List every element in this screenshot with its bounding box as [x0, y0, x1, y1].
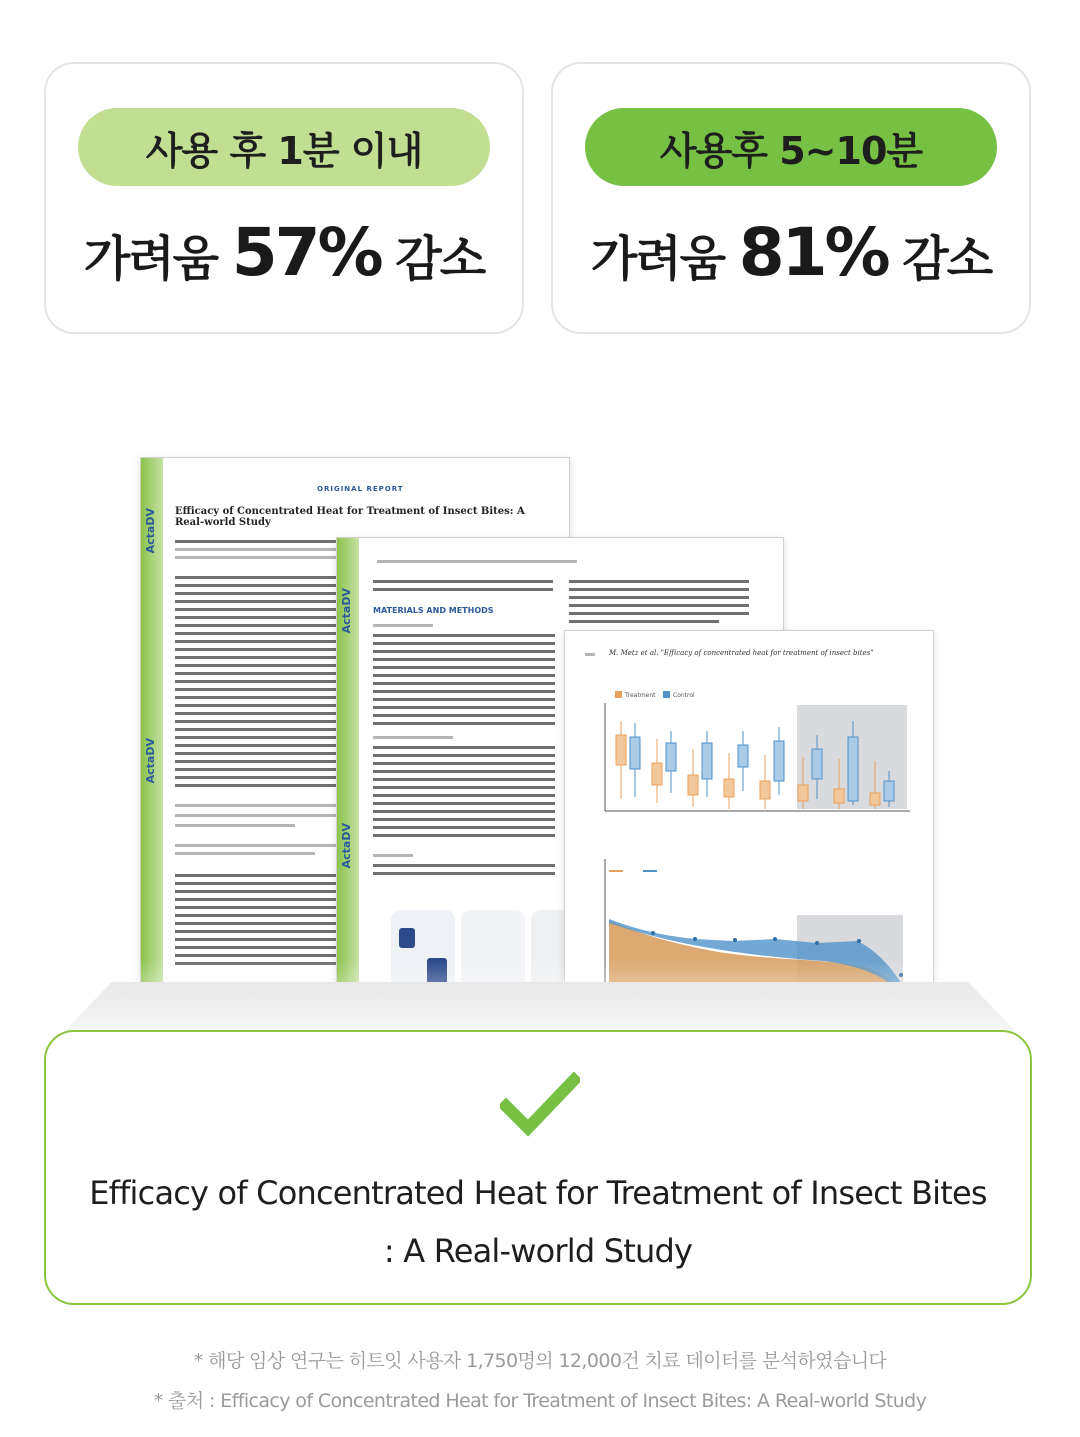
stat-prefix: 가려움	[83, 231, 217, 287]
journal-logo: ActaDV	[340, 823, 353, 869]
check-icon	[500, 1072, 580, 1138]
report-label: ORIGINAL REPORT	[317, 485, 404, 493]
journal-logo: ActaDV	[340, 588, 353, 634]
stat-value: 81%	[738, 214, 888, 291]
stat-suffix: 감소	[395, 231, 485, 287]
paper-title: Efficacy of Concentrated Heat for Treatment of Insect Bites: A Real-world Study	[175, 506, 525, 528]
legend-control-label: Control	[673, 692, 695, 699]
paper-illustration	[60, 440, 1020, 1040]
stat-prefix: 가려움	[590, 231, 724, 287]
study-title	[46, 1164, 1030, 1280]
journal-spine	[141, 458, 163, 1036]
figure-header: M. Metz et al. "Efficacy of concentrated heat for treatment of insect bites"	[609, 649, 874, 657]
study-reference-box	[44, 1030, 1032, 1305]
footnote-source: * 출처 : Efficacy of Concentrated Heat for Treatment of Insect Bites: A Real-world Study	[153, 1390, 927, 1412]
stat-card-5-10min	[551, 62, 1031, 334]
time-label-pill: 사용 후 1분 이내	[78, 108, 490, 186]
stat-value: 57%	[231, 214, 381, 291]
study-title-line-2: : A Real-world Study	[383, 1232, 693, 1270]
time-label-pill: 사용후 5~10분	[585, 108, 997, 186]
footnote-data-note: * 해당 임상 연구는 히트잇 사용자 1,750명의 12,000건 치료 데이터를 분석하였습니다	[193, 1350, 887, 1372]
stat-suffix: 감소	[902, 231, 992, 287]
section-heading: MATERIALS AND METHODS	[373, 606, 494, 615]
journal-logo: ActaDV	[144, 738, 157, 784]
illustration-base-shadow	[64, 982, 1016, 1032]
legend-treatment-label: Treatment	[625, 692, 656, 699]
stat-card-1min	[44, 62, 524, 334]
itch-reduction-stat	[46, 214, 522, 291]
itch-reduction-stat	[553, 214, 1029, 291]
study-title-line-1: Efficacy of Concentrated Heat for Treatment of Insect Bites	[89, 1174, 987, 1212]
journal-logo: ActaDV	[144, 508, 157, 554]
